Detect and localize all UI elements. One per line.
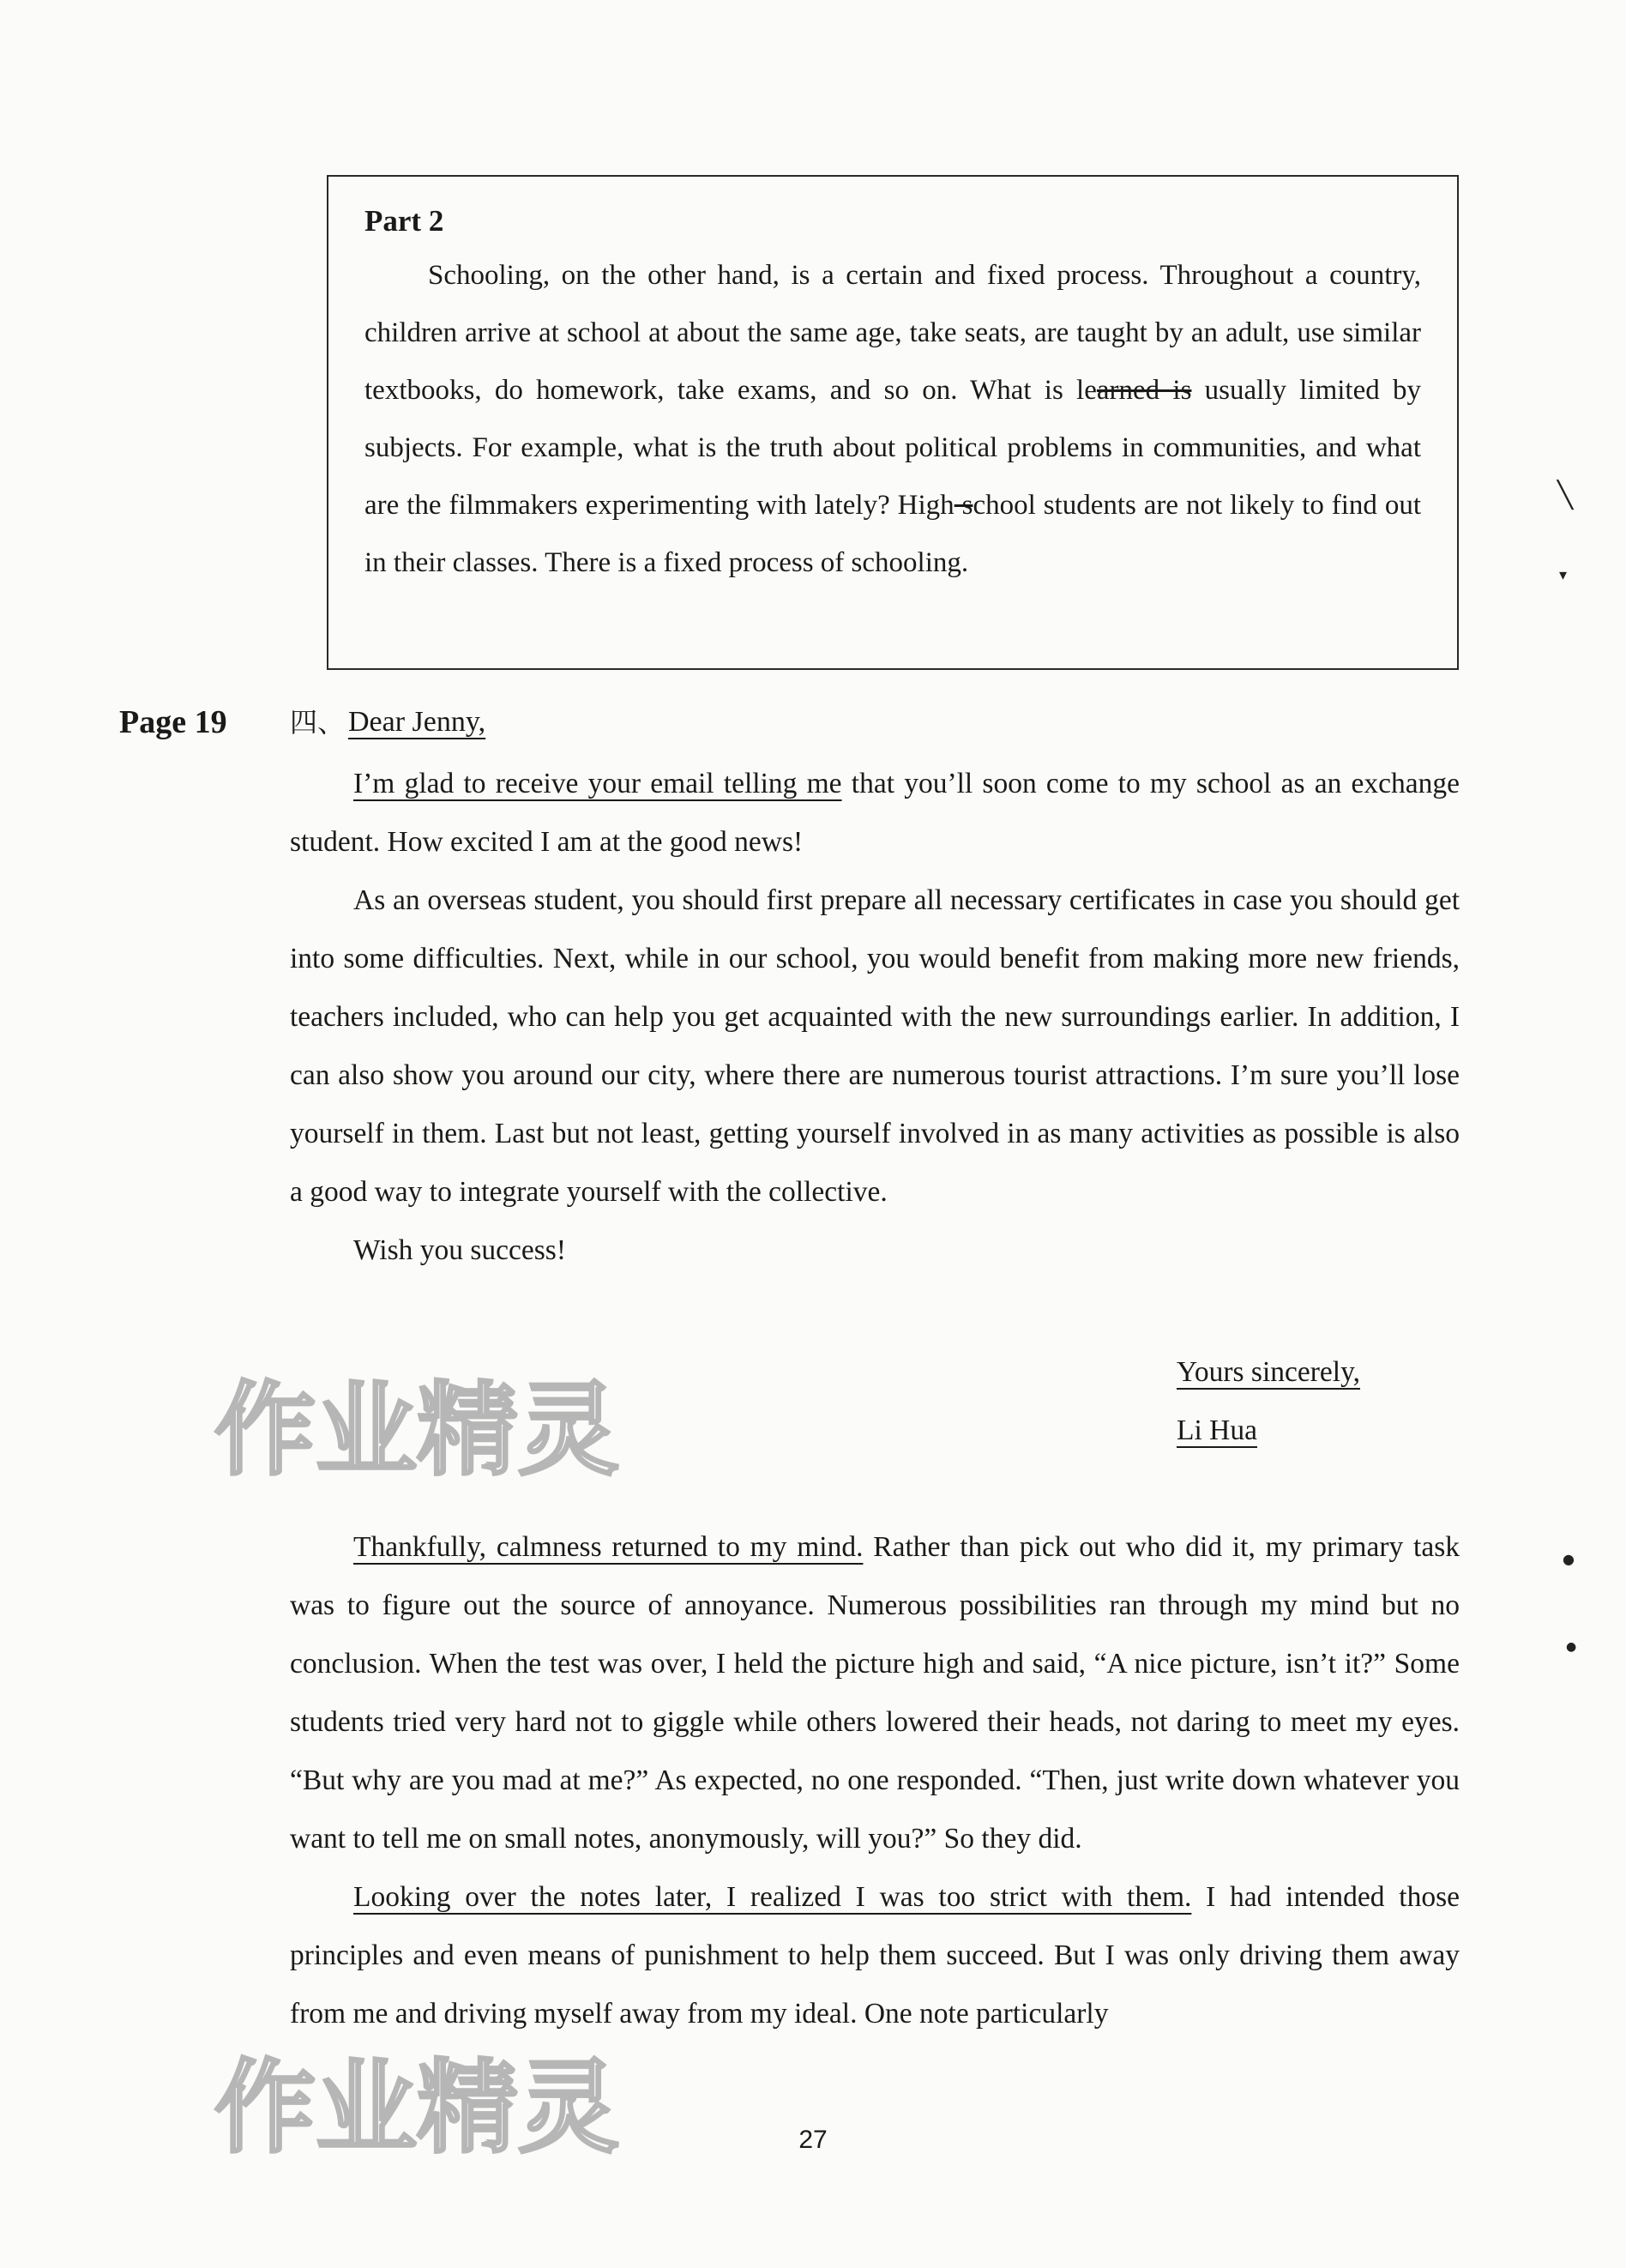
- letter-paragraph-1: [290, 755, 1460, 872]
- part2-heading: Part 2: [364, 204, 444, 238]
- section-number: 四、: [290, 706, 346, 739]
- page-number: 27: [798, 2126, 828, 2154]
- story-paragraph-1: [290, 1518, 1460, 1868]
- letter-salutation: Dear Jenny,: [348, 706, 486, 738]
- part2-text-3: chool students are not likely to find out in their classes. There is a fixed process of schooling.: [364, 490, 1422, 578]
- story-paragraph-2: [290, 1868, 1460, 2043]
- svg-text:作业精灵: 作业精灵: [214, 2048, 620, 2167]
- svg-text:作业精灵: 作业精灵: [214, 1371, 620, 1489]
- story-body: [290, 1518, 1460, 2043]
- story-p1-rest: Rather than pick out who did it, my primary task was to figure out the source of annoyance. Numerous possibilities ran through my mind but no conclusion. When the test was over, I held the picture high and said, “A nice picture, isn’t it?” Some students tried very hard not to giggle while others lowered their heads, not daring to meet my eyes. “But why are you mad at me?” As expected, no one responded. “Then, just write down whatever you want to tell me on small notes, anonymously, will you?” So they did.: [290, 1531, 1460, 1855]
- scan-mark: ╲: [1557, 480, 1574, 510]
- part2-strikethrough-1: arned is: [1096, 375, 1192, 406]
- part2-strikethrough-2: s: [954, 490, 973, 521]
- watermark-logo-icon: [206, 1364, 686, 1493]
- story-p2-rest: I had intended those principles and even means of punishment to help them succeed. But I was only driving them away from me and driving myself away from my ideal. One note particularly: [290, 1881, 1460, 2030]
- letter-signature: Li Hua: [1177, 1414, 1257, 1446]
- story-underlined-2: Looking over the notes later, I realized I was too strict with them.: [353, 1881, 1192, 1913]
- part2-text-2: usually limited by subjects. For example, what is the truth about political problems in communities, and what are the filmmakers experimenting with lately? High: [364, 375, 1421, 521]
- part2-text-1: Schooling, on the other hand, is a certain and fixed process. Throughout a country, children arrive at school at about the same age, take seats, are taught by an adult, use similar textbooks, do homework, take exams, and so on. What is le: [364, 260, 1421, 406]
- part2-box: [327, 175, 1459, 670]
- letter-closing: Yours sincerely,: [1177, 1356, 1361, 1388]
- watermark-logo-icon: [206, 2042, 686, 2170]
- scan-mark: ●: [1566, 1640, 1577, 1654]
- letter-underlined-opening: I’m glad to receive your email telling me: [353, 768, 842, 799]
- scan-mark: ●: [1563, 1551, 1575, 1567]
- part2-paragraph: [364, 247, 1421, 592]
- page-label: Page 19: [119, 704, 227, 740]
- letter-p1-rest: that you’ll soon come to my school as an exchange student. How excited I am at the good news!: [290, 768, 1460, 858]
- scan-mark: ▾: [1559, 566, 1568, 584]
- letter-body: [290, 755, 1460, 1280]
- story-underlined-1: Thankfully, calmness returned to my mind.: [353, 1531, 864, 1563]
- letter-paragraph-2: As an overseas student, you should first prepare all necessary certificates in case you should get into some difficulties. Next, while in our school, you would benefit from making more new friends, teachers included, who can help you get acquainted with the new surroundings earlier. In addition, I can also show you around our city, where there are numerous tourist attractions. I’m sure you’ll lose yourself in them. Last but not least, getting yourself involved in as many activities as possible is also a good way to integrate yourself with the collective.: [290, 884, 1460, 1208]
- letter-paragraph-3: Wish you success!: [353, 1234, 566, 1266]
